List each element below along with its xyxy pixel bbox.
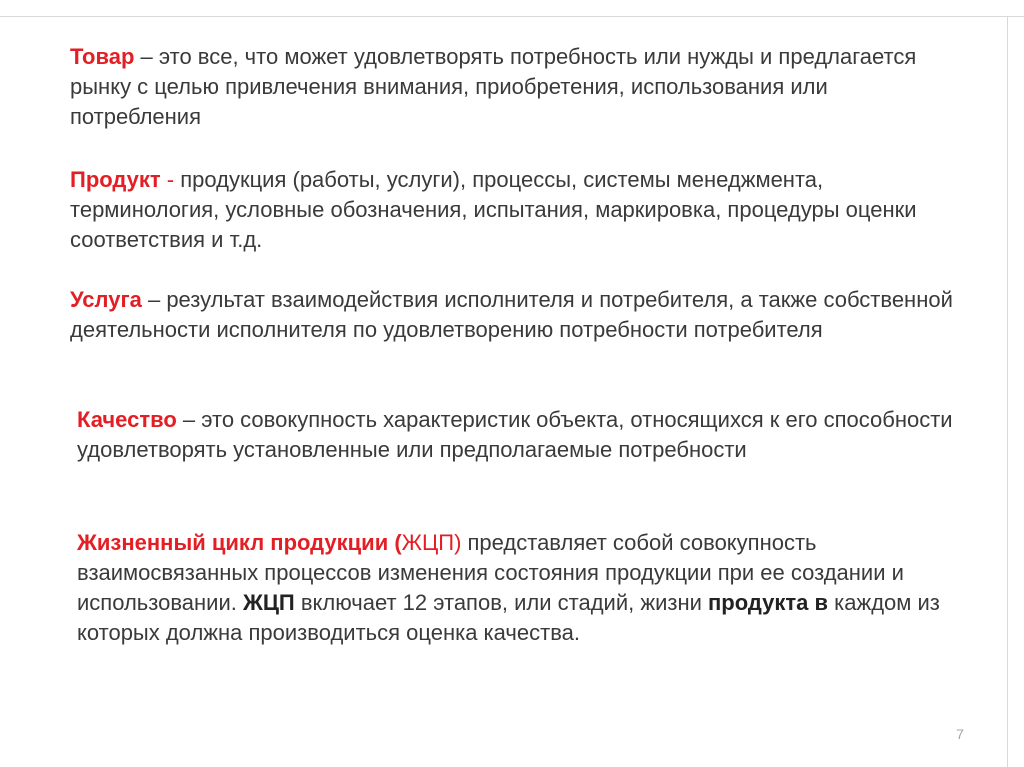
definition-usluga-text: – результат взаимодействия исполнителя и потребителя, а также собственной деятельности исполнителя по удовлетворению потребности потребителя	[70, 287, 953, 342]
term-usluga: Услуга	[70, 287, 142, 312]
term-zhcp-abbreviation: ЖЦП	[401, 530, 455, 555]
definition-zhcp-text-1: представляет собой совокупность взаимосвязанных процессов изменения состояния продукции при ее создании и использовании.	[77, 530, 904, 615]
slide-frame-top-line	[0, 16, 1024, 17]
definition-zhcp-bold-1: ЖЦП	[242, 590, 295, 615]
term-kachestvo: Качество	[77, 407, 177, 432]
definition-zhcp-text-3: каждом из которых должна производиться оценка качества.	[77, 590, 940, 645]
definition-zhcp-bold-2: продукта в	[708, 590, 829, 615]
slide-frame-corner	[1007, 0, 1024, 16]
definition-zhcp-text-2: включает 12 этапов, или стадий, жизни	[294, 590, 708, 615]
definition-tovar	[70, 42, 950, 132]
term-zhcp: Жизненный цикл продукции (	[77, 530, 402, 555]
definition-produkt-text: продукция (работы, услуги), процессы, системы менеджмента, терминология, условные обозначения, испытания, маркировка, процедуры оценки соответствия и т.д.	[70, 167, 917, 252]
term-produkt: Продукт	[70, 167, 161, 192]
definition-usluga	[70, 285, 970, 345]
slide-number: 7	[956, 726, 964, 742]
definition-kachestvo-text: – это совокупность характеристик объекта, относящихся к его способности удовлетворять установленные или предполагаемые потребности	[77, 407, 953, 462]
term-zhcp-close-paren: )	[454, 530, 462, 555]
definition-produkt	[70, 165, 970, 255]
definition-tovar-text: – это все, что может удовлетворять потребность или нужды и предлагается рынку с целью привлечения внимания, приобретения, использования или потребления	[70, 44, 917, 129]
definition-kachestvo	[77, 405, 957, 465]
term-produkt-dash: -	[160, 167, 175, 192]
slide-frame-right-line	[1007, 0, 1008, 767]
term-tovar: Товар	[70, 44, 135, 69]
definition-zhcp	[77, 528, 957, 648]
